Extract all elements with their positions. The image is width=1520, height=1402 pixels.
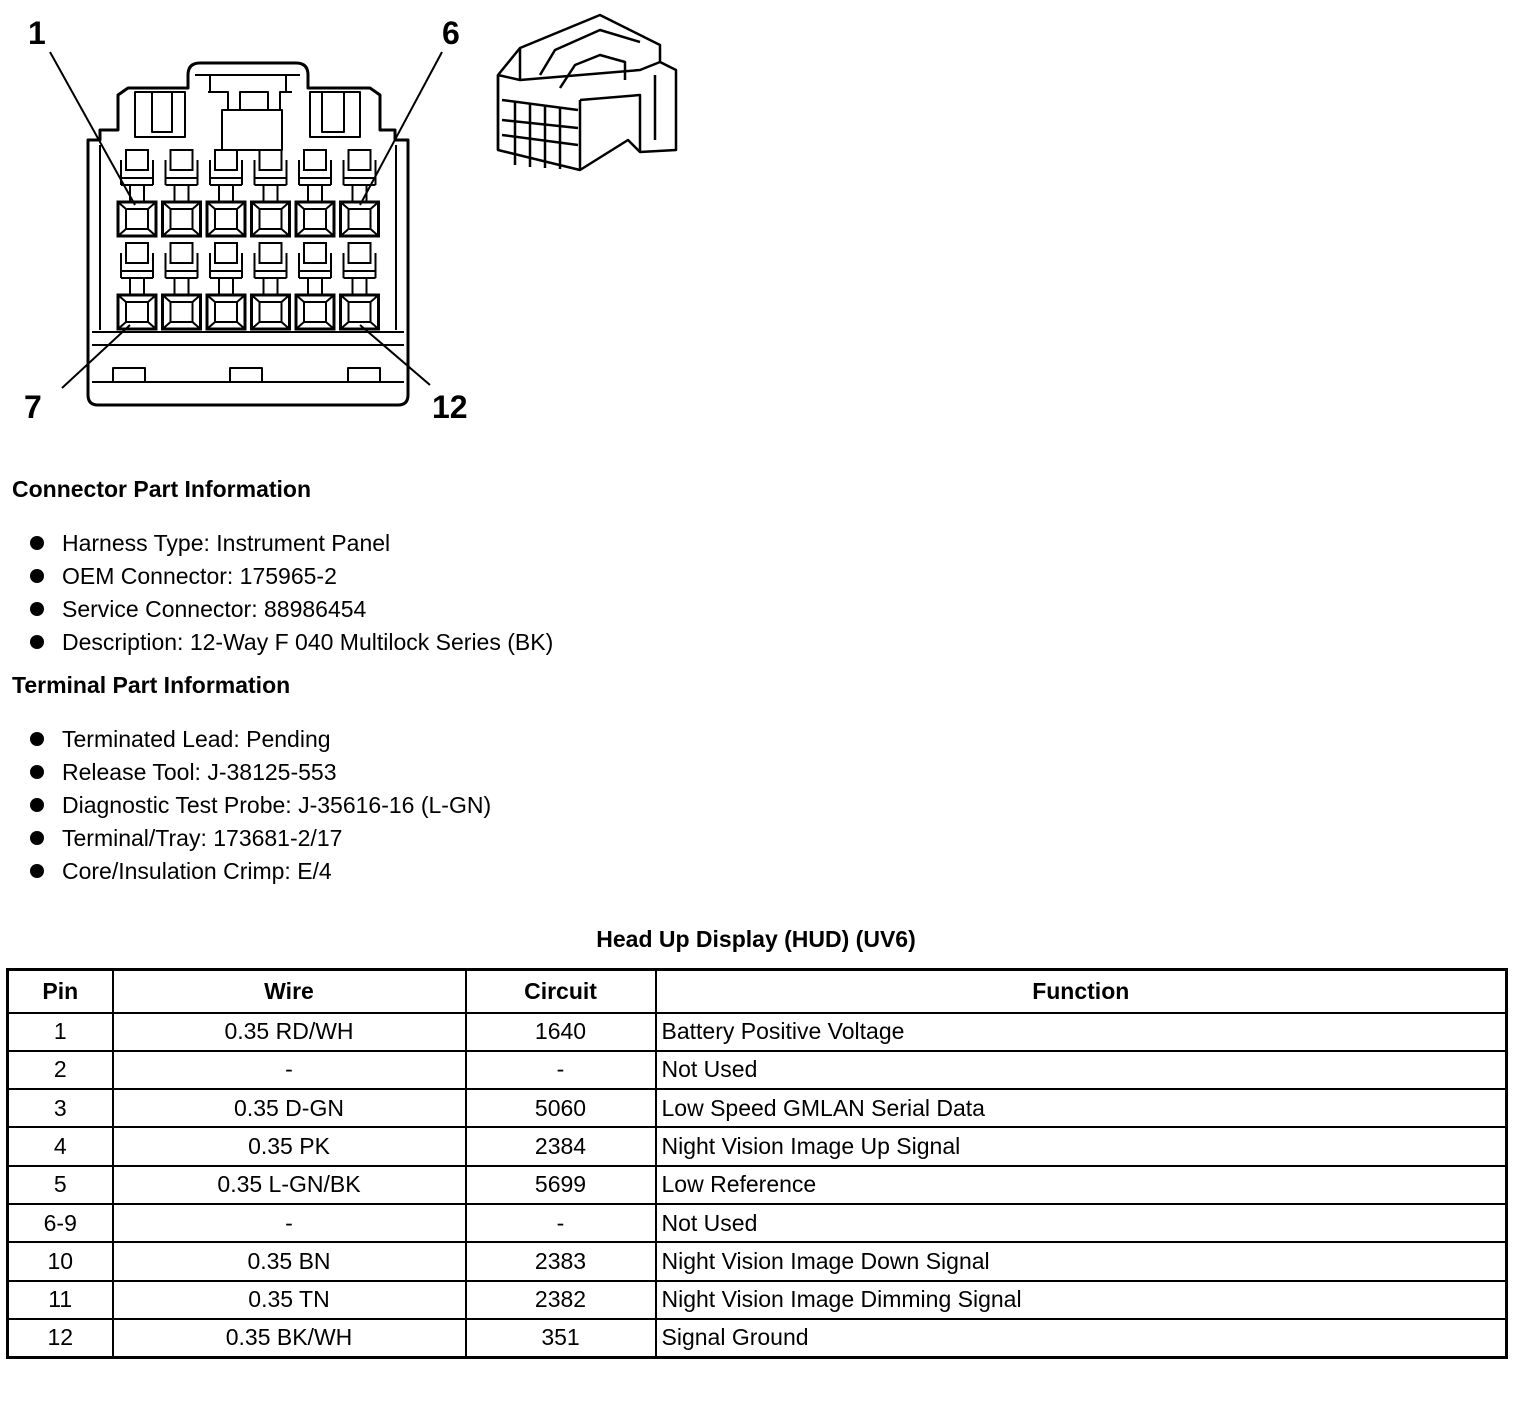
list-item bbox=[30, 723, 491, 756]
terminal-cavity bbox=[341, 243, 379, 329]
cell-function: Not Used bbox=[656, 1051, 1507, 1089]
cell-function: Battery Positive Voltage bbox=[656, 1013, 1507, 1051]
bullet-icon bbox=[30, 798, 44, 812]
terminal-cavity bbox=[341, 150, 379, 236]
list-item bbox=[30, 560, 553, 593]
list-item bbox=[30, 527, 553, 560]
callout-pin-12: 12 bbox=[432, 389, 468, 425]
cell-function: Signal Ground bbox=[656, 1319, 1507, 1357]
callout-pin-6: 6 bbox=[442, 15, 460, 51]
cell-circuit: 2382 bbox=[466, 1281, 656, 1319]
cell-circuit: - bbox=[466, 1051, 656, 1089]
list-item-text: Core/Insulation Crimp: E/4 bbox=[62, 858, 332, 884]
cell-function: Night Vision Image Down Signal bbox=[656, 1242, 1507, 1280]
list-item bbox=[30, 855, 491, 888]
bullet-icon bbox=[30, 569, 44, 583]
terminal-cavity bbox=[252, 150, 290, 236]
column-header-circuit: Circuit bbox=[466, 970, 656, 1013]
cell-circuit: 351 bbox=[466, 1319, 656, 1357]
cell-wire: 0.35 TN bbox=[113, 1281, 466, 1319]
table-row bbox=[8, 1051, 1507, 1089]
terminal-cavity bbox=[118, 150, 156, 236]
column-header-wire: Wire bbox=[113, 970, 466, 1013]
cell-circuit: 1640 bbox=[466, 1013, 656, 1051]
list-item bbox=[30, 626, 553, 659]
terminal-cavity bbox=[118, 243, 156, 329]
list-item bbox=[30, 756, 491, 789]
terminal-cavity bbox=[163, 150, 201, 236]
cell-wire: 0.35 L-GN/BK bbox=[113, 1166, 466, 1204]
terminal-cavity bbox=[207, 243, 245, 329]
bullet-icon bbox=[30, 864, 44, 878]
cell-pin: 11 bbox=[8, 1281, 113, 1319]
list-item-text: OEM Connector: 175965-2 bbox=[62, 563, 337, 589]
cell-function: Not Used bbox=[656, 1204, 1507, 1242]
table-row bbox=[8, 1319, 1507, 1357]
bullet-icon bbox=[30, 635, 44, 649]
connector-part-info-heading: Connector Part Information bbox=[12, 476, 312, 502]
cell-pin: 12 bbox=[8, 1319, 113, 1357]
table-title: Head Up Display (HUD) (UV6) bbox=[596, 926, 916, 952]
terminal-cavity bbox=[296, 150, 334, 236]
cell-pin: 6-9 bbox=[8, 1204, 113, 1242]
table-row bbox=[8, 1281, 1507, 1319]
cell-wire: - bbox=[113, 1051, 466, 1089]
cell-wire: 0.35 PK bbox=[113, 1127, 466, 1165]
callout-pin-1: 1 bbox=[28, 15, 46, 51]
cell-pin: 10 bbox=[8, 1242, 113, 1280]
list-item-text: Terminated Lead: Pending bbox=[62, 726, 331, 752]
cell-pin: 1 bbox=[8, 1013, 113, 1051]
connector-diagram bbox=[0, 0, 700, 440]
table-row bbox=[8, 1166, 1507, 1204]
cell-function: Night Vision Image Up Signal bbox=[656, 1127, 1507, 1165]
cell-circuit: 2383 bbox=[466, 1242, 656, 1280]
table-row bbox=[8, 1127, 1507, 1165]
table-header-row bbox=[8, 970, 1507, 1013]
column-header-function: Function bbox=[656, 970, 1507, 1013]
terminal-cavity bbox=[296, 243, 334, 329]
column-header-pin: Pin bbox=[8, 970, 113, 1013]
list-item-text: Description: 12-Way F 040 Multilock Series (BK) bbox=[62, 629, 554, 655]
callout-pin-7: 7 bbox=[24, 389, 42, 425]
cell-pin: 5 bbox=[8, 1166, 113, 1204]
terminal-part-info-list bbox=[30, 723, 491, 888]
cell-function: Night Vision Image Dimming Signal bbox=[656, 1281, 1507, 1319]
table-row bbox=[8, 1089, 1507, 1127]
pinout-table-body bbox=[8, 1013, 1507, 1358]
connector-face-view bbox=[88, 63, 408, 405]
cell-pin: 4 bbox=[8, 1127, 113, 1165]
terminal-part-info-heading: Terminal Part Information bbox=[12, 672, 291, 698]
list-item-text: Terminal/Tray: 173681-2/17 bbox=[62, 825, 343, 851]
cell-wire: 0.35 RD/WH bbox=[113, 1013, 466, 1051]
list-item-text: Diagnostic Test Probe: J-35616-16 (L-GN) bbox=[62, 792, 492, 818]
pinout-table bbox=[6, 968, 1508, 1359]
table-row bbox=[8, 1013, 1507, 1051]
cell-wire: 0.35 BK/WH bbox=[113, 1319, 466, 1357]
cell-circuit: - bbox=[466, 1204, 656, 1242]
cell-wire: 0.35 BN bbox=[113, 1242, 466, 1280]
list-item-text: Release Tool: J-38125-553 bbox=[62, 759, 337, 785]
list-item-text: Harness Type: Instrument Panel bbox=[62, 530, 391, 556]
connector-part-info-list bbox=[30, 527, 553, 659]
list-item bbox=[30, 789, 491, 822]
cell-function: Low Reference bbox=[656, 1166, 1507, 1204]
connector-3d-view bbox=[498, 15, 676, 170]
terminal-cavity bbox=[252, 243, 290, 329]
bullet-icon bbox=[30, 831, 44, 845]
terminal-cavity bbox=[163, 243, 201, 329]
cell-circuit: 2384 bbox=[466, 1127, 656, 1165]
cell-pin: 3 bbox=[8, 1089, 113, 1127]
list-item bbox=[30, 593, 553, 626]
table-row bbox=[8, 1242, 1507, 1280]
list-item-text: Service Connector: 88986454 bbox=[62, 596, 367, 622]
list-item bbox=[30, 822, 491, 855]
terminal-cavity bbox=[207, 150, 245, 236]
bullet-icon bbox=[30, 602, 44, 616]
table-row bbox=[8, 1204, 1507, 1242]
bullet-icon bbox=[30, 765, 44, 779]
cell-pin: 2 bbox=[8, 1051, 113, 1089]
terminal-cavities bbox=[118, 150, 379, 329]
cell-circuit: 5060 bbox=[466, 1089, 656, 1127]
cell-circuit: 5699 bbox=[466, 1166, 656, 1204]
bullet-icon bbox=[30, 732, 44, 746]
cell-wire: 0.35 D-GN bbox=[113, 1089, 466, 1127]
bullet-icon bbox=[30, 536, 44, 550]
cell-wire: - bbox=[113, 1204, 466, 1242]
cell-function: Low Speed GMLAN Serial Data bbox=[656, 1089, 1507, 1127]
